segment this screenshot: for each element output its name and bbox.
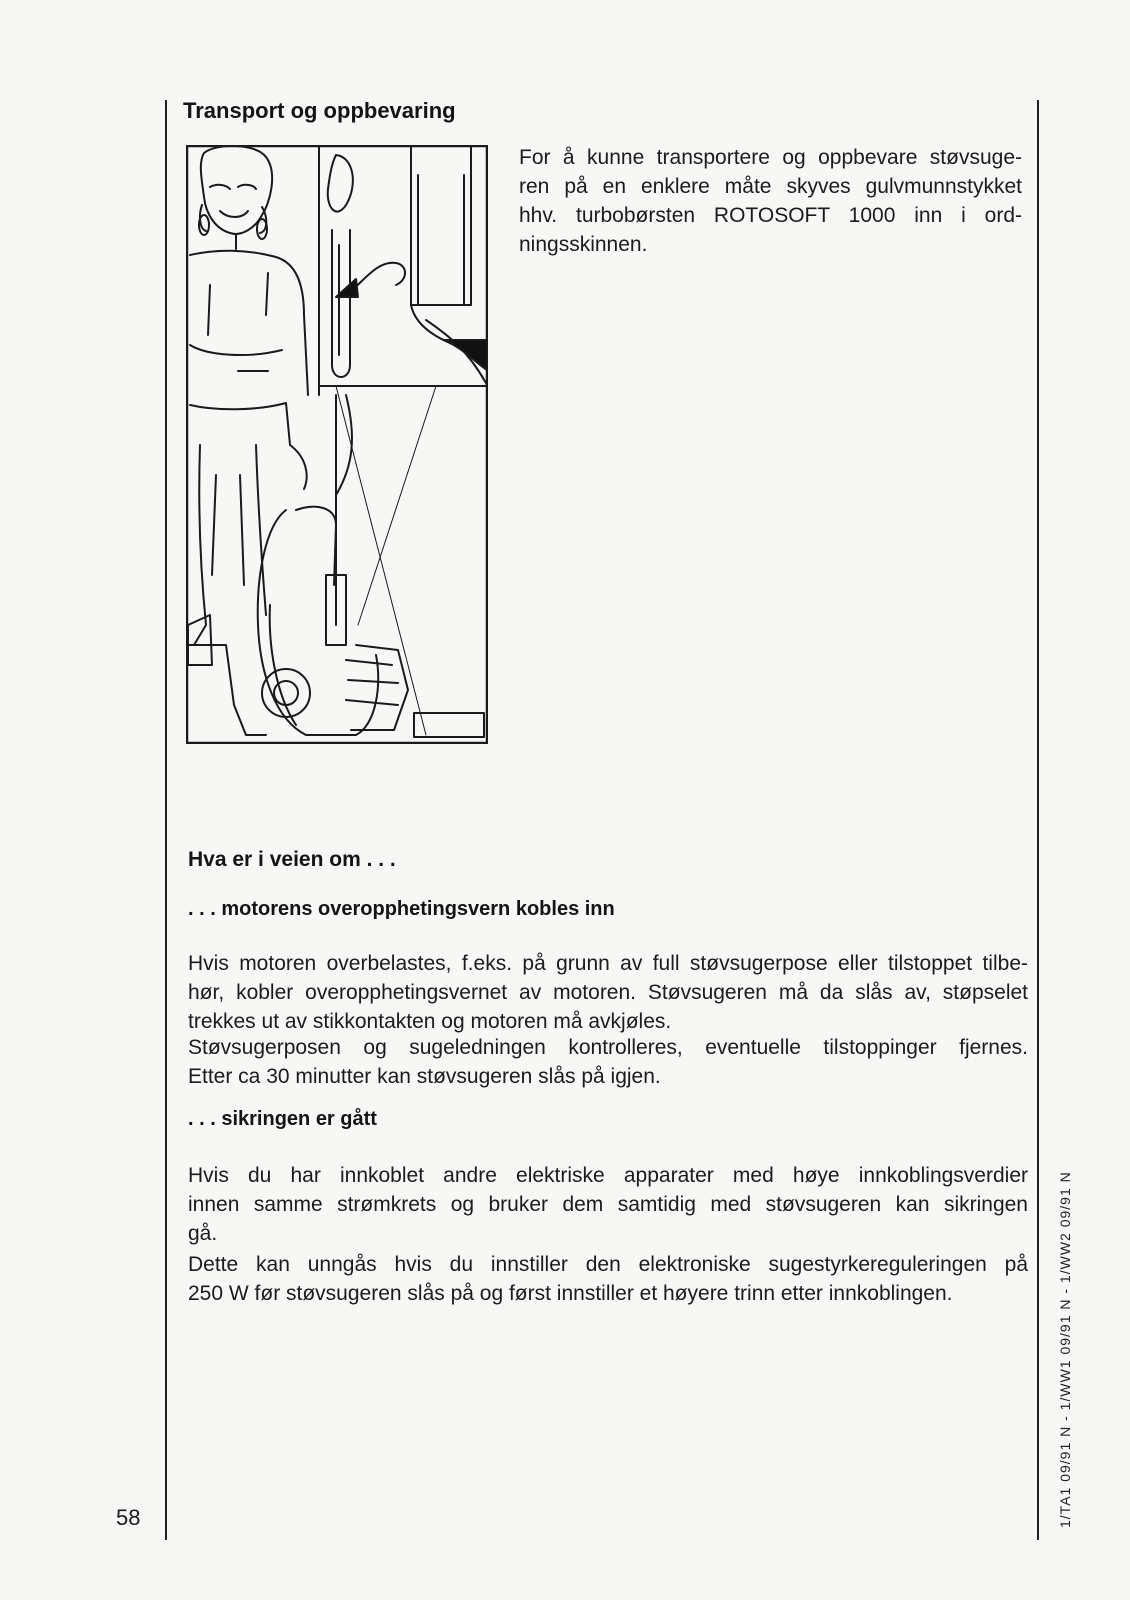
transport-line: hhv. turbobørsten ROTOSOFT 1000 inn i ord- [519, 204, 1022, 227]
fuse-line: 250 W før støvsugeren slås på og først innstiller et høyere trinn etter innkoblingen. [188, 1282, 953, 1305]
motor-line: Etter ca 30 minutter kan støvsugeren slås på igjen. [188, 1065, 661, 1088]
fuse-line: gå. [188, 1222, 218, 1245]
fuse-blown-paragraph [188, 1161, 1028, 1248]
fuse-line: innen samme strømkrets og bruker dem samtidig med støvsugeren kan sikringen [188, 1193, 1028, 1216]
fuse-blown-subtitle: . . . sikringen er gått [188, 1108, 377, 1130]
transport-line: For å kunne transportere og oppbevare støvsuge- [519, 146, 1022, 169]
motor-overheat-paragraph-2 [188, 1033, 1028, 1091]
transport-line: ren på en enklere måte skyves gulvmunnstykket [519, 175, 1022, 198]
right-margin-rule [1037, 100, 1039, 1540]
fuse-line: Dette kan unngås hvis du innstiller den elektroniske sugestyrkereguleringen på [188, 1253, 1028, 1276]
troubleshooting-title: Hva er i veien om . . . [188, 848, 396, 871]
page-number: 58 [116, 1505, 141, 1530]
document-code: 1/TA1 09/91 N - 1/WW1 09/91 N - 1/WW2 09/91 N [1057, 1171, 1073, 1528]
left-margin-rule [165, 100, 167, 1540]
transport-line: ningsskinnen. [519, 233, 648, 256]
motor-line: trekkes ut av stikkontakten og motoren må avkjøles. [188, 1010, 672, 1033]
vacuum-storage-illustration [186, 145, 488, 744]
motor-overheat-paragraph [188, 949, 1028, 1036]
motor-line: hør, kobler overopphetingsvernet av motoren. Støvsugeren må da slås av, støpselet [188, 981, 1028, 1004]
fuse-blown-paragraph-2 [188, 1250, 1028, 1308]
motor-line: Støvsugerposen og sugeledningen kontrolleres, eventuelle tilstoppinger fjernes. [188, 1036, 1028, 1059]
transport-title: Transport og oppbevaring [183, 98, 456, 123]
motor-line: Hvis motoren overbelastes, f.eks. på grunn av full støvsugerpose eller tilstoppet tilbe- [188, 952, 1028, 975]
motor-overheat-subtitle: . . . motorens overopphetingsvern kobles inn [188, 898, 615, 920]
fuse-line: Hvis du har innkoblet andre elektriske apparater med høye innkoblingsverdier [188, 1164, 1028, 1187]
transport-paragraph [519, 143, 1022, 259]
